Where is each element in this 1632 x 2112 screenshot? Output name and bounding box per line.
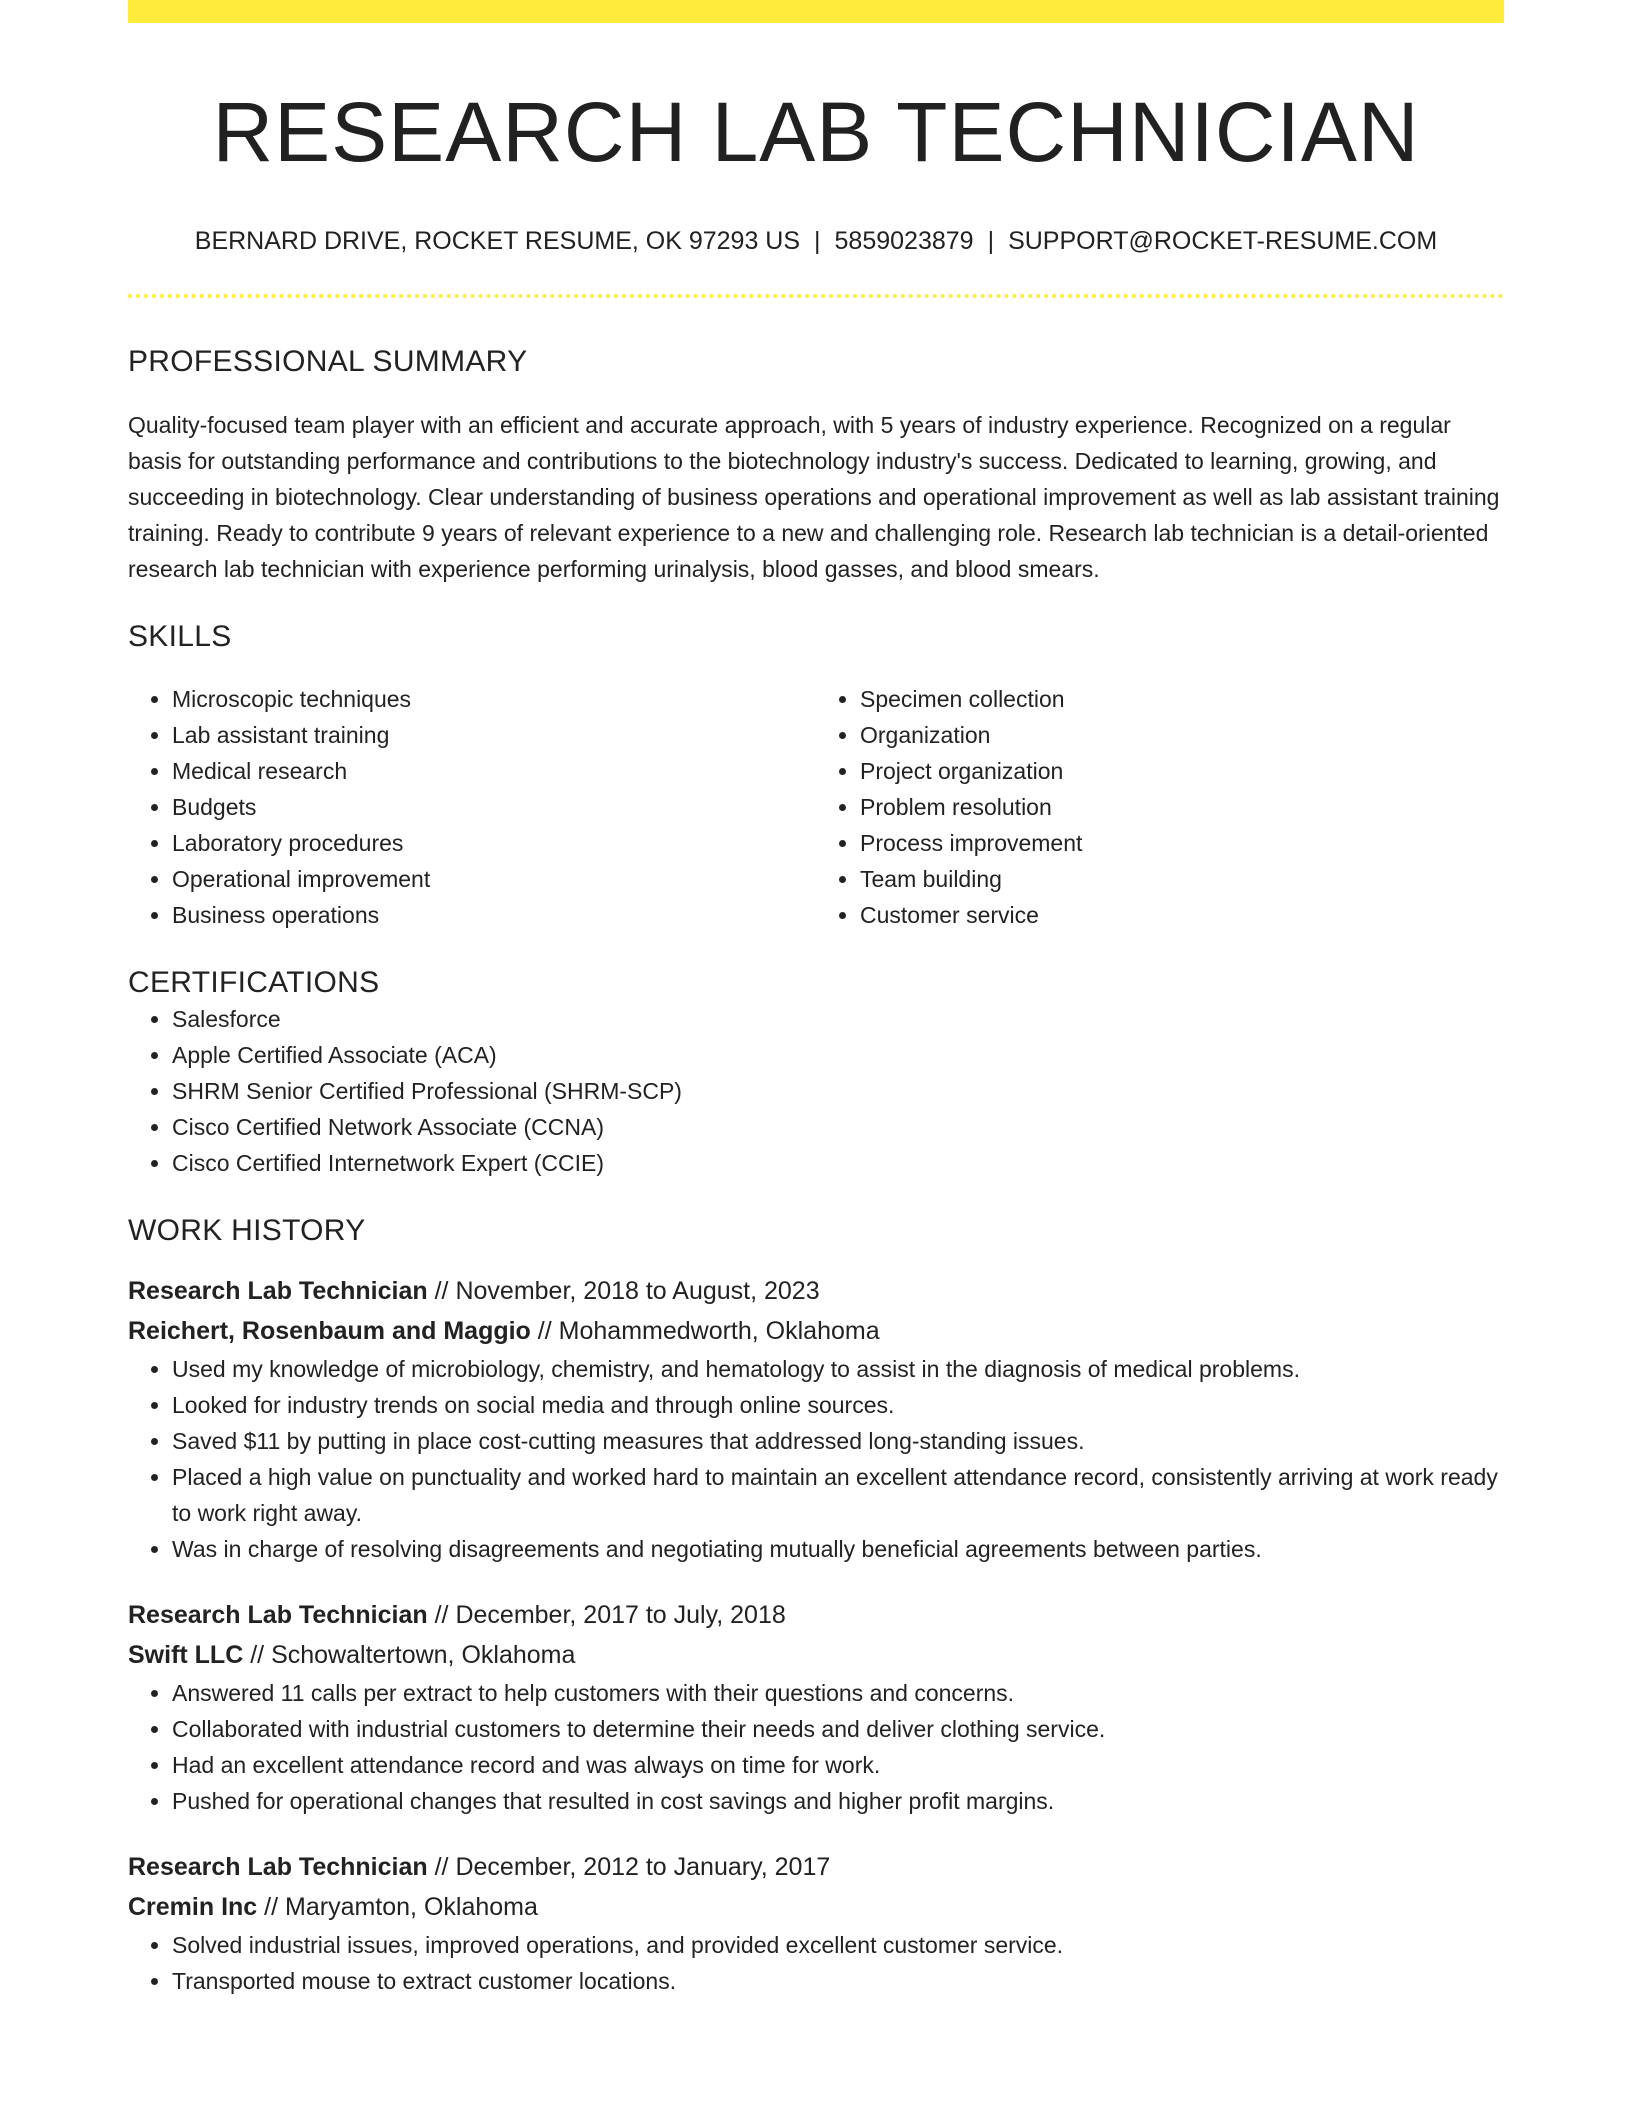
skill-item: • Business operations xyxy=(172,897,816,933)
skill-item: • Organization xyxy=(860,717,1504,753)
skill-item: • Laboratory procedures xyxy=(172,825,816,861)
certification-item: • Cisco Certified Network Associate (CCNA) xyxy=(172,1109,1504,1145)
skill-item: • Operational improvement xyxy=(172,861,816,897)
skill-item: • Budgets xyxy=(172,789,816,825)
job-dates: December, 2017 to July, 2018 xyxy=(455,1601,786,1630)
job-duties-list xyxy=(128,1675,1504,1819)
job-duty: • Saved $11 by putting in place cost-cutting measures that addressed long-standing issues. xyxy=(172,1423,1504,1459)
certification-item: • Cisco Certified Internetwork Expert (CCIE) xyxy=(172,1145,1504,1181)
job-duty: • Answered 11 calls per extract to help customers with their questions and concerns. xyxy=(172,1675,1504,1711)
job-role: Research Lab Technician xyxy=(128,1277,428,1306)
job-duty: • Transported mouse to extract customer locations. xyxy=(172,1963,1504,1999)
job-company: Swift LLC xyxy=(128,1641,244,1670)
job-company-line xyxy=(128,1887,1504,1927)
job-role: Research Lab Technician xyxy=(128,1853,428,1882)
skill-item: • Problem resolution xyxy=(860,789,1504,825)
job-role-line xyxy=(128,1595,1504,1635)
job-duty: • Solved industrial issues, improved operations, and provided excellent customer service. xyxy=(172,1927,1504,1963)
job-divider: // xyxy=(537,1317,552,1346)
job-entry xyxy=(128,1847,1504,1999)
summary-heading: PROFESSIONAL SUMMARY xyxy=(128,345,528,379)
skill-item: • Microscopic techniques xyxy=(172,681,816,717)
certification-item: • SHRM Senior Certified Professional (SHRM-SCP) xyxy=(172,1073,1504,1109)
certifications-heading: CERTIFICATIONS xyxy=(128,966,380,1000)
job-duty: • Was in charge of resolving disagreements and negotiating mutually beneficial agreements between parties. xyxy=(172,1531,1504,1567)
skill-item: • Project organization xyxy=(860,753,1504,789)
job-duty: • Used my knowledge of microbiology, chemistry, and hematology to assist in the diagnosis of medical problems. xyxy=(172,1351,1504,1387)
job-divider: // xyxy=(434,1601,449,1630)
job-divider: // xyxy=(434,1853,449,1882)
job-role-line xyxy=(128,1271,1504,1311)
contact-address: BERNARD DRIVE, ROCKET RESUME, OK 97293 US xyxy=(194,226,801,255)
skill-item: • Lab assistant training xyxy=(172,717,816,753)
job-company: Reichert, Rosenbaum and Maggio xyxy=(128,1317,531,1346)
skills-list-right xyxy=(816,681,1504,933)
job-company-line xyxy=(128,1635,1504,1675)
skills-columns xyxy=(128,681,1504,933)
job-dates: November, 2018 to August, 2023 xyxy=(455,1277,820,1306)
contact-line xyxy=(128,225,1504,258)
skill-item: • Process improvement xyxy=(860,825,1504,861)
job-duty: • Placed a high value on punctuality and worked hard to maintain an excellent attendance record, consistently arriving at work ready to work right away. xyxy=(172,1459,1504,1531)
job-entry xyxy=(128,1595,1504,1819)
job-role: Research Lab Technician xyxy=(128,1601,428,1630)
job-company: Cremin Inc xyxy=(128,1893,258,1922)
top-accent-bar xyxy=(128,0,1504,23)
skills-heading: SKILLS xyxy=(128,620,232,654)
job-location: Maryamton, Oklahoma xyxy=(285,1893,538,1922)
contact-separator: | xyxy=(814,226,821,255)
contact-separator: | xyxy=(987,226,995,255)
job-role-line xyxy=(128,1847,1504,1887)
skill-item: • Specimen collection xyxy=(860,681,1504,717)
job-company-line xyxy=(128,1311,1504,1351)
skill-item: • Customer service xyxy=(860,897,1504,933)
job-entry xyxy=(128,1271,1504,1567)
header-divider xyxy=(128,294,1504,298)
summary-text: Quality-focused team player with an efficient and accurate approach, with 5 years of industry experience. Recognized on a regular basis for outstanding performance and contributions to the biotechnology industry's success. Dedicated to learning, growing, and succeeding in biotechnology. Clear understanding of business operations and operational improvement as well as lab assistant training training. Ready to contribute 9 years of relevant experience to a new and challenging role. Research lab technician is a detail-oriented research lab technician with experience performing urinalysis, blood gasses, and blood smears. xyxy=(128,412,1500,583)
job-duty: • Had an excellent attendance record and was always on time for work. xyxy=(172,1747,1504,1783)
job-location: Mohammedworth, Oklahoma xyxy=(558,1317,880,1346)
job-duty: • Pushed for operational changes that resulted in cost savings and higher profit margins. xyxy=(172,1783,1504,1819)
contact-phone: 5859023879 xyxy=(834,226,974,255)
job-divider: // xyxy=(250,1641,265,1670)
job-duties-list xyxy=(128,1927,1504,1999)
certifications-list xyxy=(128,1001,1504,1181)
work-history-heading: WORK HISTORY xyxy=(128,1214,366,1248)
skill-item: • Team building xyxy=(860,861,1504,897)
job-location: Schowaltertown, Oklahoma xyxy=(271,1641,576,1670)
certification-item: • Salesforce xyxy=(172,1001,1504,1037)
certification-item: • Apple Certified Associate (ACA) xyxy=(172,1037,1504,1073)
resume-page xyxy=(128,0,1504,1999)
contact-email: SUPPORT@ROCKET-RESUME.COM xyxy=(1008,226,1438,255)
job-duty: • Collaborated with industrial customers to determine their needs and deliver clothing service. xyxy=(172,1711,1504,1747)
job-divider: // xyxy=(434,1277,449,1306)
job-duty: • Looked for industry trends on social media and through online sources. xyxy=(172,1387,1504,1423)
resume-name-title: RESEARCH LAB TECHNICIAN xyxy=(212,85,1420,179)
job-dates: December, 2012 to January, 2017 xyxy=(455,1853,831,1882)
skills-list-left xyxy=(128,681,816,933)
job-duties-list xyxy=(128,1351,1504,1567)
job-divider: // xyxy=(264,1893,279,1922)
skill-item: • Medical research xyxy=(172,753,816,789)
